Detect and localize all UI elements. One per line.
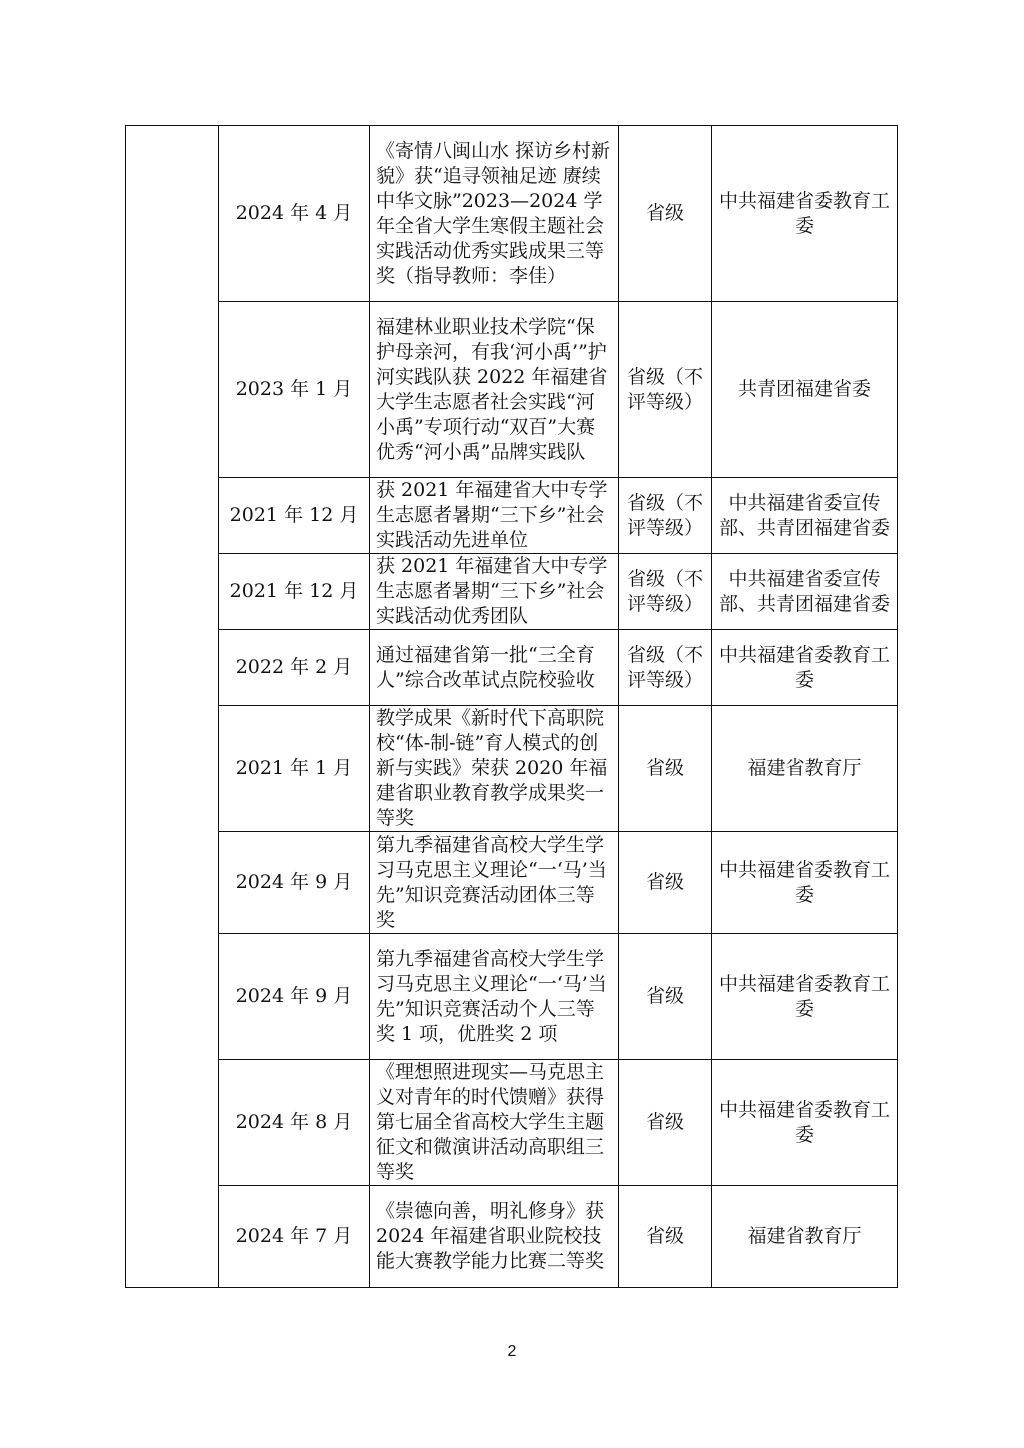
table-row [126,630,898,706]
date-cell: 2024 年 9 月 [219,934,370,1060]
award-title-cell: 获 2021 年福建省大中专学生志愿者暑期“三下乡”社会实践活动优秀团队 [370,554,619,630]
table-row [126,706,898,832]
issuer-cell: 中共福建省委宣传部、共青团福建省委 [712,554,898,630]
level-cell: 省级 [619,934,712,1060]
table-row [126,554,898,630]
award-title-cell: 《崇德向善，明礼修身》获 2024 年福建省职业院校技能大赛教学能力比赛二等奖 [370,1186,619,1288]
table-row [126,934,898,1060]
date-cell: 2021 年 12 月 [219,478,370,554]
table-row [126,1186,898,1288]
date-cell: 2024 年 7 月 [219,1186,370,1288]
date-cell: 2024 年 9 月 [219,832,370,934]
category-cell-blank [126,126,219,1288]
table-row [126,478,898,554]
date-cell: 2021 年 12 月 [219,554,370,630]
table-row [126,1060,898,1186]
level-cell: 省级（不评等级） [619,302,712,478]
page-number: 2 [507,1343,517,1360]
date-cell: 2021 年 1 月 [219,706,370,832]
award-title-cell: 获 2021 年福建省大中专学生志愿者暑期“三下乡”社会实践活动先进单位 [370,478,619,554]
award-title-cell: 福建林业职业技术学院“保护母亲河，有我‘河小禹’”护河实践队获 2022 年福建省大学生志愿者社会实践“河小禹”专项行动“双百”大赛优秀“河小禹”品牌实践队 [370,302,619,478]
level-cell: 省级（不评等级） [619,478,712,554]
issuer-cell: 福建省教育厅 [712,1186,898,1288]
date-cell: 2024 年 8 月 [219,1060,370,1186]
issuer-cell: 中共福建省委教育工委 [712,832,898,934]
date-cell: 2022 年 2 月 [219,630,370,706]
awards-table [125,125,898,1288]
issuer-cell: 福建省教育厅 [712,706,898,832]
award-title-cell: 第九季福建省高校大学生学习马克思主义理论“一‘马’当先”知识竞赛活动团体三等奖 [370,832,619,934]
level-cell: 省级 [619,832,712,934]
table-row [126,126,898,302]
level-cell: 省级 [619,126,712,302]
issuer-cell: 中共福建省委宣传部、共青团福建省委 [712,478,898,554]
level-cell: 省级（不评等级） [619,554,712,630]
table-row [126,302,898,478]
award-title-cell: 通过福建省第一批“三全育人”综合改革试点院校验收 [370,630,619,706]
issuer-cell: 中共福建省委教育工委 [712,934,898,1060]
date-cell: 2024 年 4 月 [219,126,370,302]
award-title-cell: 第九季福建省高校大学生学习马克思主义理论“一‘马’当先”知识竞赛活动个人三等奖 1 项，优胜奖 2 项 [370,934,619,1060]
award-title-cell: 《寄情八闽山水 探访乡村新貌》获“追寻领袖足迹 赓续中华文脉”2023—2024 学年全省大学生寒假主题社会实践活动优秀实践成果三等奖（指导教师：李佳） [370,126,619,302]
level-cell: 省级 [619,1186,712,1288]
table-row [126,832,898,934]
issuer-cell: 共青团福建省委 [712,302,898,478]
level-cell: 省级 [619,1060,712,1186]
level-cell: 省级（不评等级） [619,630,712,706]
level-cell: 省级 [619,706,712,832]
issuer-cell: 中共福建省委教育工委 [712,630,898,706]
date-cell: 2023 年 1 月 [219,302,370,478]
issuer-cell: 中共福建省委教育工委 [712,1060,898,1186]
issuer-cell: 中共福建省委教育工委 [712,126,898,302]
award-title-cell: 教学成果《新时代下高职院校“体-制-链”育人模式的创新与实践》荣获 2020 年福建省职业教育教学成果奖一等奖 [370,706,619,832]
award-title-cell: 《理想照进现实—马克思主义对青年的时代馈赠》获得第七届全省高校大学生主题征文和微演讲活动高职组三等奖 [370,1060,619,1186]
